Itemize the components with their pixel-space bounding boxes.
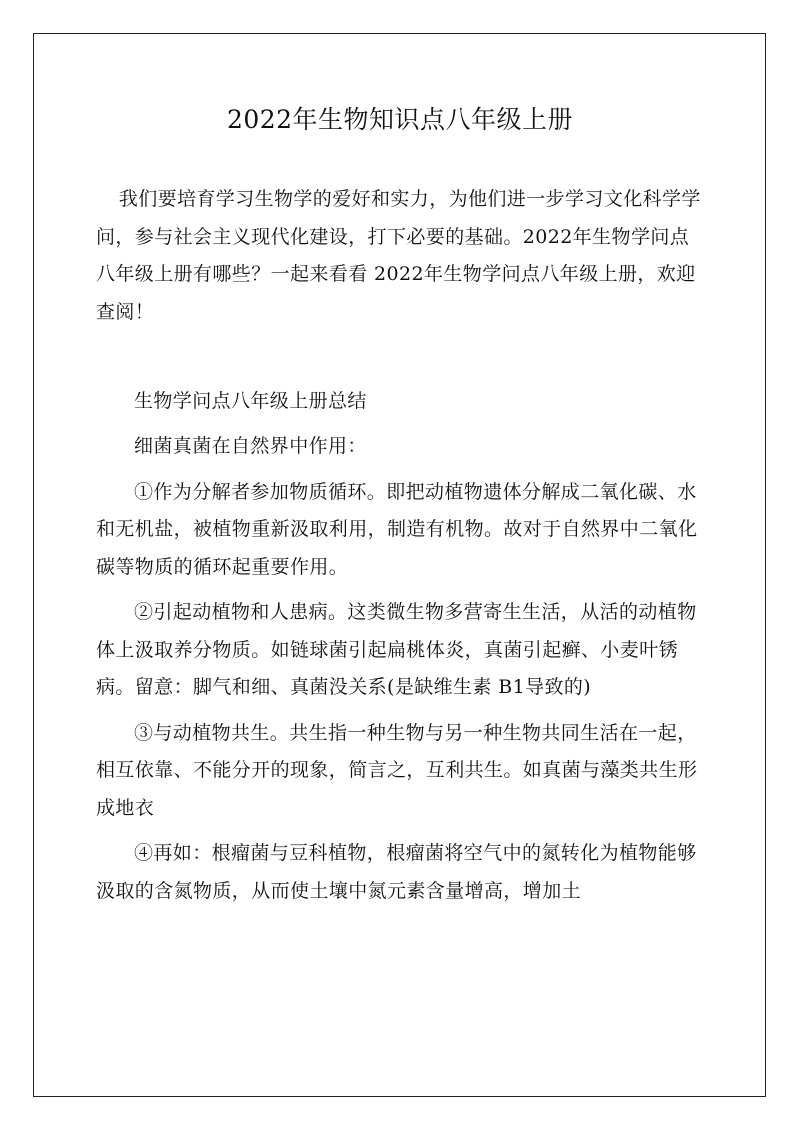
point-paragraph-4: ④再如：根瘤菌与豆科植物，根瘤菌将空气中的氮转化为植物能够汲取的含氮物质，从而使土壤中氮元素含量增高，增加土	[96, 842, 697, 902]
blank-line	[96, 331, 706, 369]
subheading: 细菌真菌在自然界中作用：	[134, 435, 367, 457]
point-paragraph-3: ③与动植物共生。共生指一种生物与另一种生物共同生活在一起，相互依靠、不能分开的现象，简言之，互利共生。如真菌与藻类共生形成地衣	[96, 721, 698, 819]
point-paragraph-1: ①作为分解者参加物质循环。即把动植物遗体分解成二氧化碳、水和无机盐，被植物重新汲取利用，制造有机物。故对于自然界中二氧化碳等物质的循环起重要作用。	[96, 480, 698, 578]
section-heading: 生物学问点八年级上册总结	[134, 389, 367, 412]
intro-paragraph: 我们要培育学习生物学的爱好和实力，为他们进一步学习文化科学学问，参与社会主义现代化建设，打下必要的基础。2022年生物学问点八年级上册有哪些？一起来看看 2022年生物学问点八年级上册，欢迎查阅！	[96, 188, 701, 323]
document-title: 2022年生物知识点八年级上册	[226, 105, 574, 134]
point-paragraph-2: ②引起动植物和人患病。这类微生物多营寄生生活，从活的动植物体上汲取养分物质。如链球菌引起扁桃体炎，真菌引起癣、小麦叶锈病。留意：脚气和细、真菌没关系(是缺维生素 B1导致的)	[96, 601, 697, 698]
document-body	[96, 181, 706, 910]
